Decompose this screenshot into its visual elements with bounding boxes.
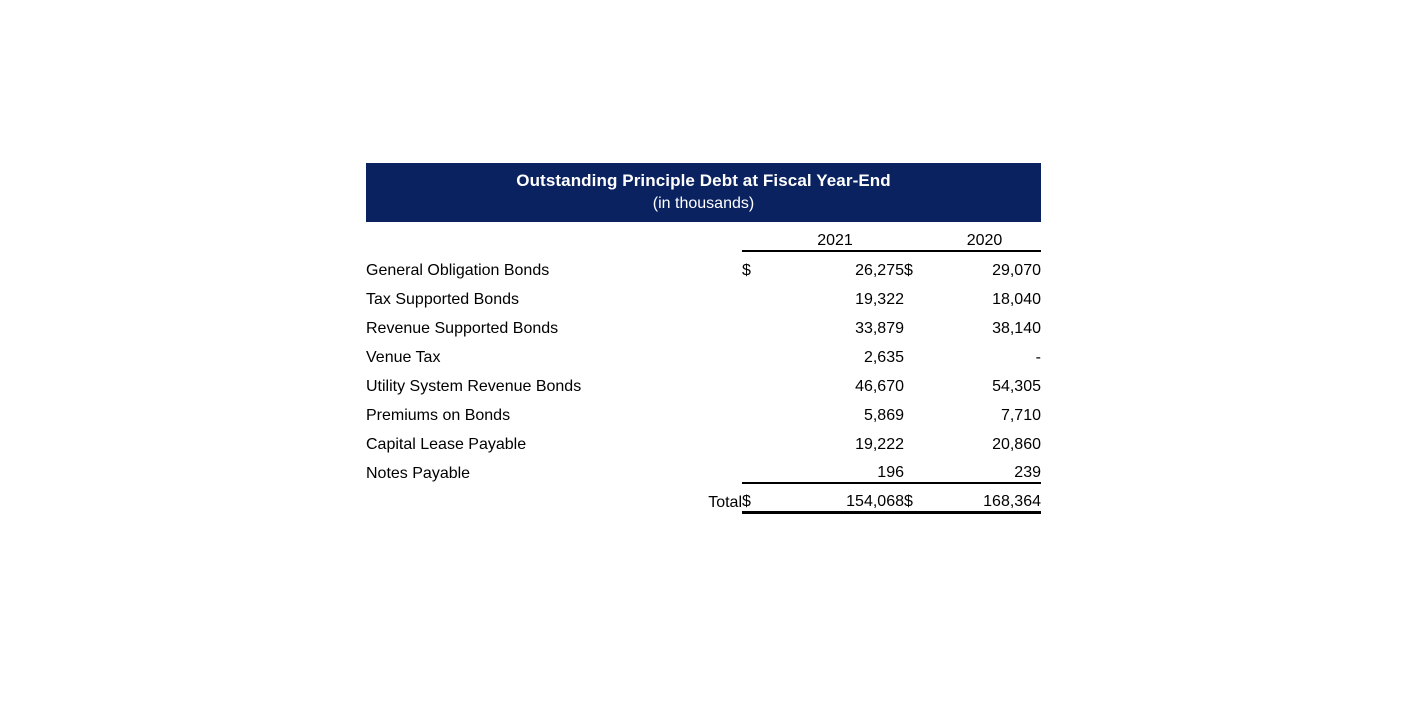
- debt-summary-table: [366, 163, 1041, 514]
- row-value-2021: 46,670: [855, 378, 904, 396]
- row-label: Utility System Revenue Bonds: [366, 378, 582, 396]
- row-label: Venue Tax: [366, 349, 441, 367]
- row-currency-2020: [904, 280, 928, 309]
- row-currency-2021: [742, 454, 766, 483]
- table-row: [366, 367, 1041, 396]
- table-row: [366, 309, 1041, 338]
- total-value-2021: 154,068: [766, 483, 904, 512]
- row-value-2021: 2,635: [863, 349, 904, 367]
- row-currency-2021: $: [742, 262, 751, 280]
- row-currency-2021: [742, 396, 766, 425]
- row-value-2020: 7,710: [1000, 407, 1041, 425]
- row-currency-2020: [904, 338, 928, 367]
- table-total-row: [366, 483, 1041, 512]
- table-row: [366, 338, 1041, 367]
- row-value-2021: 5,869: [863, 407, 904, 425]
- table-row: [366, 425, 1041, 454]
- row-value-2020: 29,070: [992, 262, 1041, 280]
- table-row: [366, 454, 1041, 483]
- row-label: Notes Payable: [366, 465, 471, 483]
- row-currency-2021: [742, 309, 766, 338]
- row-value-2020: 38,140: [992, 320, 1041, 338]
- total-currency-2020: $: [904, 483, 928, 512]
- row-value-2021: 33,879: [855, 320, 904, 338]
- total-value-2020: 168,364: [928, 483, 1041, 512]
- header-blank-currency-2020: [904, 222, 928, 251]
- row-currency-2021: [742, 425, 766, 454]
- row-currency-2020: [904, 367, 928, 396]
- row-currency-2020: [904, 425, 928, 454]
- row-value-2021: 19,222: [855, 436, 904, 454]
- row-label: General Obligation Bonds: [366, 262, 550, 280]
- header-blank-currency-2021: [742, 222, 766, 251]
- row-label: Premiums on Bonds: [366, 407, 511, 425]
- row-value-2020: -: [1035, 349, 1041, 367]
- row-value-2020: 54,305: [992, 378, 1041, 396]
- row-currency-2021: [742, 280, 766, 309]
- row-label: Revenue Supported Bonds: [366, 320, 559, 338]
- table-title-band: [366, 163, 1041, 222]
- table-row: [366, 280, 1041, 309]
- row-value-2020: 239: [1014, 464, 1041, 482]
- row-currency-2020: [904, 309, 928, 338]
- table-title: Outstanding Principle Debt at Fiscal Year-End: [516, 171, 891, 190]
- row-label: Tax Supported Bonds: [366, 291, 519, 309]
- row-value-2020: 20,860: [992, 436, 1041, 454]
- row-currency-2020: [904, 396, 928, 425]
- table-row: [366, 251, 1041, 280]
- row-label: Capital Lease Payable: [366, 436, 527, 454]
- column-header-2021: 2021: [766, 222, 904, 251]
- row-value-2020: 18,040: [992, 291, 1041, 309]
- row-value-2021: 26,275: [855, 262, 904, 280]
- header-blank-label: [366, 222, 742, 251]
- table-row: [366, 396, 1041, 425]
- row-currency-2020: $: [904, 262, 913, 280]
- table-header-row: [366, 222, 1041, 251]
- total-label: Total: [708, 494, 742, 512]
- row-currency-2021: [742, 367, 766, 396]
- table-subtitle: (in thousands): [652, 194, 755, 212]
- total-currency-2021: $: [742, 483, 766, 512]
- financial-table: [366, 222, 1041, 514]
- row-value-2021: 19,322: [855, 291, 904, 309]
- row-currency-2020: [904, 454, 928, 483]
- row-currency-2021: [742, 338, 766, 367]
- column-header-2020: 2020: [928, 222, 1041, 251]
- row-value-2021: 196: [877, 464, 904, 482]
